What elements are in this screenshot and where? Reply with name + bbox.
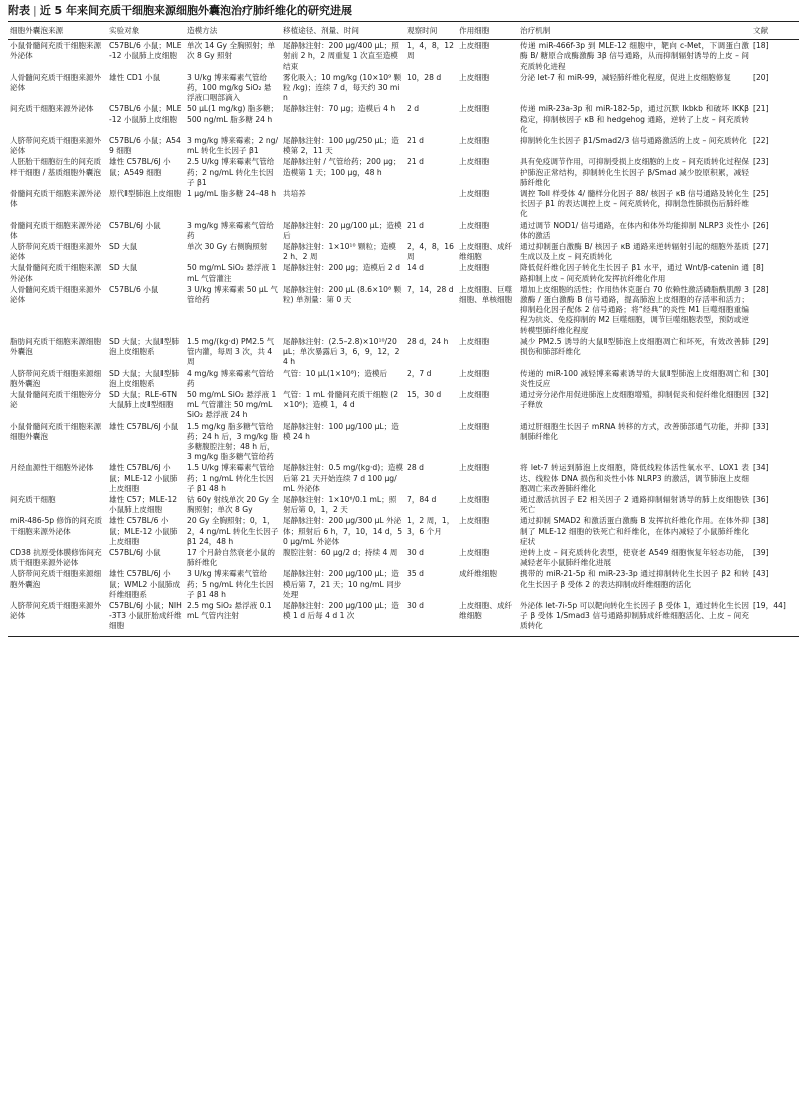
cell-subject: 雄性 C57BL/6J 小鼠；MLE-12 小鼠肺上皮细胞 [109, 463, 178, 493]
cell-observation-time: 15，30 d [407, 389, 442, 399]
cell-observation-time: 1，2 周，1，3，6 个月 [407, 516, 455, 536]
cell-reference: [21] [753, 104, 769, 114]
cell-route-dose-time: 共培养 [283, 189, 306, 199]
cell-mechanism: 传递的 miR-100 减轻博来霉素诱导的大鼠Ⅱ型肺泡上皮细胞凋亡和炎性反应 [520, 368, 749, 388]
cell-target-cell: 上皮细胞 [459, 157, 490, 167]
table-row [8, 40, 799, 72]
cell-mechanism: 通过激活抗因子 E2 相关因子 2 通路抑制辐射诱导的肺上皮细胞铁死亡 [520, 494, 749, 515]
cell-subject: 雄性 CD1 小鼠 [109, 72, 161, 82]
table-body [8, 40, 799, 636]
table-caption [8, 3, 799, 18]
cell-route-dose-time: 雾化吸入；10 mg/kg (10×10⁹ 颗粒 /kg)；连续 7 d，每天约 30 min [283, 72, 402, 103]
cell-reference: [38] [753, 516, 769, 526]
cell-ev-source: 骨髓间充质干细胞来源外泌体 [10, 220, 102, 240]
cell-route-dose-time: 尾静脉注射：100 μg/100 μL；造模 24 h [283, 421, 399, 441]
cell-subject: SD 大鼠；RLE-6TN 大鼠肺上皮Ⅱ型细胞 [109, 389, 178, 410]
cell-model-method: 3 mg/kg 博来霉素；2 ng/mL 转化生长因子 β1 [187, 136, 279, 156]
cell-route-dose-time: 尾静脉注射 / 气管给药；200 μg；造模第 1 天；100 μg，48 h [283, 157, 401, 177]
cell-subject: 雄性 C57BL/6 小鼠；MLE-12 小鼠肺上皮细胞 [109, 516, 178, 546]
cell-ev-source: 人脐带间充质干细胞来源外泌体 [10, 242, 102, 262]
cell-observation-time: 2 d [407, 104, 420, 114]
cell-model-method: 钴 60γ 射线单次 20 Gy 全胸照射；单次 8 Gy [187, 494, 279, 515]
cell-route-dose-time: 尾静脉注射：0.5 mg/(kg·d)；造模后第 21 天开始连续 7 d 100 μg/mL 外泌体 [283, 463, 403, 493]
cell-reference: [18] [753, 41, 769, 51]
cell-mechanism: 携带的 miR-21-5p 和 miR-23-3p 通过抑制转化生长因子 β2 和转化生长因子 β 受体 2 的表达抑制成纤维细胞的活化 [520, 569, 749, 589]
table-row [8, 156, 799, 188]
cell-observation-time [405, 188, 457, 220]
cell-subject: 雄性 C57BL/6J 小鼠；WML2 小鼠肺成纤维细胞系 [109, 569, 181, 599]
table-row [8, 135, 799, 156]
cell-observation-time: 28 d，24 h [407, 336, 449, 346]
table-row [8, 389, 799, 421]
cell-model-method: 2.5 mg SiO₂ 悬浮液 0.1 mL 气管内注射 [185, 600, 281, 636]
cell-mechanism: 通过抑制蛋白激酶 B/ 核因子 κB 通路来逆转辐射引起的细胞外基质生成以及上皮 – 间充质转化 [520, 242, 749, 262]
cell-target-cell: 上皮细胞 [459, 41, 490, 51]
cell-reference: [25] [753, 189, 769, 199]
cell-observation-time: 7，84 d [407, 494, 437, 504]
cell-target-cell: 上皮细胞 [459, 389, 490, 399]
cell-reference: [30] [753, 368, 769, 378]
cell-model-method: 1.5 mg/(kg·d) PM2.5 气管内灌，每周 3 次，共 4 周 [187, 336, 275, 367]
cell-model-method: 17 个月龄自然衰老小鼠的肺纤维化 [187, 547, 276, 568]
cell-reference: [20] [753, 72, 769, 82]
cell-subject: SD 大鼠 [109, 263, 138, 273]
cell-subject: C57BL/6J 小鼠 [109, 547, 161, 557]
cell-mechanism: 减少 PM2.5 诱导的大鼠Ⅱ型肺泡上皮细胞凋亡和坏死，有效改善肺损伤和肺部纤维化 [520, 336, 749, 357]
cell-ev-source: 人脐带间充质干细胞来源细胞外囊泡 [10, 368, 102, 388]
cell-observation-time: 21 d [407, 157, 424, 167]
cell-target-cell: 成纤维细胞 [459, 569, 497, 579]
table-row [8, 284, 799, 336]
cell-target-cell: 上皮细胞 [459, 463, 490, 473]
header-subject: 实验对象 [107, 22, 185, 40]
cell-ev-source: 骨髓间充质干细胞来源外泌体 [10, 189, 102, 209]
cell-mechanism: 抑制转化生长因子 β1/Smad2/3 信号通路激活的上皮 – 间充质转化 [520, 136, 747, 146]
cell-observation-time: 7，14，28 d [407, 284, 454, 294]
cell-ev-source: 小鼠骨髓间充质干细胞来源外泌体 [10, 41, 102, 61]
header-target-cell: 作用细胞 [457, 22, 518, 40]
cell-reference: [32] [753, 389, 769, 399]
cell-ev-source: 大鼠骨髓间充质干细胞来源外泌体 [10, 263, 102, 283]
cell-route-dose-time: 尾静脉注射：1×10¹⁰ 颗粒；造模 2 h、2 周 [283, 242, 396, 262]
table-row [8, 600, 799, 636]
cell-mechanism: 将 let-7 转运到肺泡上皮细胞，降低线粒体活性氧水平、LOX1 表达、线粒体 DNA 损伤和炎性小体 NLRP3 的激活，调节肺泡上皮细胞凋亡来改善肺纤维化 [520, 463, 749, 493]
table-row [8, 462, 799, 494]
cell-route-dose-time: 尾静脉注射：200 μL (8.6×10⁸ 颗粒) 单剂量：第 0 天 [283, 284, 402, 305]
cell-target-cell: 上皮细胞 [459, 516, 490, 526]
cell-model-method: 3 U/kg 博来霉素气管给药，100 mg/kg SiO₂ 悬浮液口咽部滴入 [187, 72, 272, 103]
cell-target-cell: 上皮细胞、成纤维细胞 [459, 242, 513, 262]
header-route-dose-time: 移植途径、剂量、时间 [281, 22, 405, 40]
cell-route-dose-time: 尾静脉注射：200 μg/400 μL；照射前 2 h，2 周重复 1 次直至造模结束 [283, 41, 399, 71]
cell-reference: [19，44] [751, 600, 799, 636]
header-ev-source: 细胞外囊泡来源 [8, 22, 107, 40]
cell-reference: [23] [753, 157, 769, 167]
cell-mechanism: 增加上皮细胞的活性；作用热休克蛋白 70 依赖性激活磷脂酰肌醇 3 激酶 / 蛋白激酶 B 信号通路，提高肺泡上皮细胞的存活率和活力；抑制趋化因子配体 2 信号通路；将“经典”的炎性 M1 巨噬细胞重编程为抗炎、免疫抑制的 M2 巨噬细胞，调节巨噬细胞表型，预防或逆转模型肺纤维化程度 [520, 284, 749, 335]
cell-subject: SD 大鼠 [109, 242, 138, 252]
cell-model-method: 单次 14 Gy 全胸照射；单次 8 Gy 照射 [187, 41, 276, 61]
cell-target-cell: 上皮细胞、成纤维细胞 [457, 600, 518, 636]
table-header-row [8, 22, 799, 40]
cell-mechanism: 通过肝细胞生长因子 mRNA 转移的方式，改善肺部通气功能，并抑制肺纤维化 [520, 421, 749, 441]
cell-ev-source: 月经血源性干细胞外泌体 [10, 463, 94, 473]
caption-title: 近 5 年来间充质干细胞来源细胞外囊泡治疗肺纤维化的研究进展 [39, 4, 353, 17]
cell-reference: [27] [753, 242, 769, 252]
cell-observation-time: 21 d [407, 220, 424, 230]
cell-mechanism: 传递 miR-466f-3p 到 MLE-12 细胞中，靶向 c-Met，下调蛋白激酶 B/ 糖原合成酶激酶 3β 信号通路，从而抑制辐射诱导的上皮 – 间充质转化进程 [520, 41, 749, 71]
cell-route-dose-time: 气管：1 mL 骨髓间充质干细胞 (2×10⁶)；造模 1，4 d [283, 389, 399, 410]
cell-ev-source: 人脐带间充质干细胞来源外泌体 [8, 600, 107, 636]
cell-route-dose-time: 尾静脉注射：200 μg/300 μL 外泌体；照射后 6 h，7，10，14 d，50 μg/mL 外泌体 [283, 516, 403, 546]
cell-ev-source: 人脐带间充质干细胞来源细胞外囊泡 [10, 569, 102, 589]
cell-mechanism: 调控 Toll 样受体 4/ 髓样分化因子 88/ 核因子 κB 信号通路及转化生长因子 β1 的表达调控上皮 – 间充质转化，抑制急性肺损伤后肺纤维化 [520, 189, 749, 219]
table-row [8, 188, 799, 220]
cell-route-dose-time: 腹腔注射：60 μg/2 d；持续 4 周 [283, 547, 398, 557]
cell-ev-source: 人胚胎干细胞衍生的间充质样干细胞 / 基质细胞外囊泡 [10, 157, 102, 177]
cell-subject: C57BL/6 小鼠；MLE-12 小鼠肺上皮细胞 [109, 41, 182, 61]
cell-model-method: 1.5 mg/kg 脂多糖气管给药；24 h 后，3 mg/kg 脂多糖腹腔注射；48 h 后，3 mg/kg 脂多糖气管给药 [187, 421, 278, 462]
header-model-method: 造模方法 [185, 22, 281, 40]
cell-reference: [43] [753, 569, 769, 579]
caption-prefix: 附表 [8, 4, 30, 17]
caption-separator: | [33, 4, 37, 17]
cell-reference: [33] [753, 421, 769, 431]
cell-reference: [36] [753, 494, 769, 504]
cell-observation-time: 35 d [407, 569, 424, 579]
cell-reference: [34] [753, 463, 769, 473]
cell-subject: 原代Ⅱ型肺泡上皮细胞 [109, 189, 182, 199]
cell-target-cell: 上皮细胞 [459, 72, 490, 82]
cell-observation-time [405, 421, 457, 463]
cell-route-dose-time: 尾静脉注射：200 μg/100 μL；造模后第 7，21 天；10 ng/mL 同步处理 [283, 569, 402, 599]
cell-ev-source: 脂肪间充质干细胞来源细胞外囊泡 [10, 336, 102, 357]
cell-target-cell: 上皮细胞 [459, 263, 490, 273]
cell-mechanism: 通过旁分泌作用促进肺泡上皮细胞增殖，抑制促炎和促纤维化细胞因子释放 [520, 389, 749, 410]
cell-observation-time: 10，28 d [407, 72, 442, 82]
table-row [8, 262, 799, 283]
cell-model-method: 1.5 U/kg 博来霉素气管给药；1 ng/mL 转化生长因子 β1 48 h [187, 463, 275, 493]
cell-route-dose-time: 尾静脉注射：(2.5–2.8)×10¹⁰/20 μL；单次暴露后 3，6，9，12，24 h [283, 336, 400, 367]
cell-subject: SD 大鼠；大鼠Ⅱ型肺泡上皮细胞系 [109, 336, 179, 357]
cell-target-cell: 上皮细胞 [459, 220, 490, 230]
cell-target-cell: 上皮细胞 [459, 421, 490, 431]
table-row [8, 220, 799, 241]
cell-route-dose-time: 尾静脉注射：100 μg/250 μL；造模第 2，11 天 [283, 136, 399, 156]
cell-observation-time: 2，4，8，16 周 [407, 242, 454, 262]
cell-mechanism: 外泌体 let-7i-5p 可以靶向转化生长因子 β 受体 1，通过转化生长因子 β 受体 1/Smad3 信号通路抑制肺成纤维细胞活化、上皮 – 间充质转化 [518, 600, 751, 636]
cell-model-method: 3 U/kg 博来霉素气管给药；5 ng/mL 转化生长因子 β1 48 h [187, 569, 274, 599]
cell-reference: [22] [753, 136, 769, 146]
cell-observation-time: 30 d [405, 600, 457, 636]
table-row [8, 72, 799, 104]
cell-mechanism: 降低促纤维化因子转化生长因子 β1 水平，通过 Wnt/β-catenin 通路抑制上皮 – 间充质转化发挥抗纤维化作用 [520, 263, 749, 283]
cell-subject: 雄性 C57BL/6J 小鼠；A549 细胞 [109, 157, 171, 177]
cell-reference: [26] [753, 220, 769, 230]
cell-route-dose-time: 气管：10 μL(1×10⁸)；造模后 [283, 368, 388, 378]
header-observation-time: 观察时间 [405, 22, 457, 40]
cell-route-dose-time: 尾静脉注射：70 μg；造模后 4 h [283, 104, 396, 114]
cell-target-cell: 上皮细胞、巨噬细胞、单核细胞 [459, 284, 513, 305]
cell-observation-time: 1，4，8，12 周 [407, 41, 454, 61]
table-row [8, 368, 799, 389]
table-row [8, 568, 799, 600]
cell-target-cell: 上皮细胞 [459, 104, 490, 114]
cell-ev-source: 人脐带间充质干细胞来源外泌体 [10, 136, 102, 156]
cell-subject: C57BL/6J 小鼠 [109, 220, 161, 230]
cell-model-method: 2.5 U/kg 博来霉素气管给药；2 ng/mL 转化生长因子 β1 [187, 157, 275, 187]
cell-model-method: 单次 30 Gy 右侧胸照射 [187, 242, 268, 252]
cell-model-method: 20 Gy 全胸照射；0，1，2，4 ng/mL 转化生长因子 β1 24，48 h [187, 516, 279, 546]
cell-reference: [28] [753, 284, 769, 294]
table-row [8, 241, 799, 262]
cell-reference: [39] [753, 547, 769, 557]
cell-subject: SD 大鼠；大鼠Ⅱ型肺泡上皮细胞系 [109, 368, 179, 388]
cell-target-cell: 上皮细胞 [459, 336, 490, 346]
cell-target-cell: 上皮细胞 [459, 547, 490, 557]
research-progress-table [8, 21, 799, 637]
cell-route-dose-time: 尾静脉注射：200 μg；造模后 2 d [283, 263, 400, 273]
cell-model-method: 4 mg/kg 博来霉素气管给药 [187, 368, 274, 388]
cell-model-method: 1 μg/mL 脂多糖 24–48 h [187, 189, 277, 199]
cell-ev-source: miR-486-5p 修饰的间充质干细胞来源外泌体 [10, 516, 103, 536]
table-row [8, 336, 799, 368]
cell-mechanism: 分泌 let-7 和 miR-99，减轻肺纤维化程度，促进上皮细胞修复 [520, 72, 731, 82]
cell-reference: [8] [753, 263, 764, 273]
cell-mechanism: 传递 miR-23a-3p 和 miR-182-5p，通过沉默 Ikbkb 和破坏 IKKβ 稳定，抑制核因子 κB 和 hedgehog 通路，逆转了上皮 – 间充质转化 [520, 104, 749, 134]
cell-model-method: 3 mg/kg 博来霉素气管给药 [187, 220, 274, 240]
cell-subject: 雄性 C57；MLE-12 小鼠肺上皮细胞 [109, 494, 178, 515]
cell-ev-source: 人骨髓间充质干细胞来源外泌体 [10, 72, 102, 93]
table-row [8, 547, 799, 568]
table-row [8, 421, 799, 463]
cell-ev-source: 间充质干细胞 [10, 494, 56, 504]
cell-route-dose-time: 尾静脉注射：200 μg/100 μL；造模 1 d 后每 4 d 1 次 [281, 600, 405, 636]
cell-mechanism: 具有免疫调节作用，可抑制受损上皮细胞的上皮 – 间充质转化过程保护肺泡正常结构，抑制转化生长因子 β/Smad 减少胶原积累，减轻肺纤维化 [520, 157, 749, 187]
cell-observation-time: 21 d [407, 136, 424, 146]
cell-ev-source: 间充质干细胞来源外泌体 [10, 104, 94, 114]
cell-ev-source: 人骨髓间充质干细胞来源外泌体 [10, 284, 102, 305]
cell-observation-time: 2，7 d [407, 368, 432, 378]
header-reference: 文献 [751, 22, 799, 40]
cell-subject: C57BL/6 小鼠；A549 细胞 [109, 136, 181, 156]
cell-model-method: 50 mg/mL SiO₂ 悬浮液 1 mL 气管灌注 [187, 263, 277, 283]
cell-target-cell: 上皮细胞 [459, 494, 490, 504]
header-mechanism: 治疗机制 [518, 22, 751, 40]
table-row [8, 103, 799, 135]
cell-observation-time: 30 d [407, 547, 424, 557]
cell-ev-source: 小鼠骨髓间充质干细胞来源细胞外囊泡 [10, 421, 102, 441]
cell-model-method: 50 mg/mL SiO₂ 悬浮液 1 mL 气管灌注 50 mg/mL SiO₂ 悬浮液 24 h [187, 389, 277, 420]
cell-target-cell: 上皮细胞 [459, 136, 490, 146]
table-row [8, 494, 799, 515]
cell-subject: C57BL/6 小鼠 [109, 284, 159, 294]
cell-subject: 雄性 C57BL/6J 小鼠 [109, 421, 179, 431]
cell-ev-source: 大鼠骨髓间充质干细胞旁分泌 [10, 389, 102, 410]
cell-model-method: 3 U/kg 博来霉素 50 μL 气管给药 [187, 284, 278, 305]
cell-reference: [29] [753, 336, 769, 346]
cell-subject: C57BL/6 小鼠；MLE-12 小鼠肺上皮细胞 [109, 104, 182, 124]
cell-ev-source: CD38 抗原受体膜修饰间充质干细胞来源外泌体 [10, 547, 102, 568]
table-row [8, 515, 799, 547]
cell-target-cell: 上皮细胞 [459, 189, 490, 199]
cell-route-dose-time: 尾静脉注射：20 μg/100 μL；造模后 [283, 220, 402, 240]
cell-mechanism: 通过抑制 SMAD2 和激活蛋白激酶 B 发挥抗纤维化作用。在体外抑制了 MLE-12 细胞的铁死亡和纤维化，在体内减轻了小鼠肺纤维化症状 [520, 516, 749, 546]
cell-route-dose-time: 尾静脉注射：1×10⁶/0.1 mL；照射后第 0，1，2 天 [283, 494, 397, 515]
cell-mechanism: 通过调节 NOD1/ 信号通路，在体内和体外均能抑制 NLRP3 炎性小体的激活 [520, 220, 749, 240]
cell-target-cell: 上皮细胞 [459, 368, 490, 378]
cell-mechanism: 逆转上皮 – 间充质转化表型，使衰老 A549 细胞恢复年轻态功能，减轻老年小鼠肺纤维化进展 [520, 547, 749, 568]
cell-observation-time: 28 d [407, 463, 424, 473]
cell-observation-time: 14 d [407, 263, 424, 273]
cell-model-method: 50 μL(1 mg/kg) 脂多糖；500 ng/mL 脂多糖 24 h [187, 104, 279, 124]
cell-subject: C57BL/6J 小鼠；NIH-3T3 小鼠肝胎成纤维细胞 [107, 600, 185, 636]
